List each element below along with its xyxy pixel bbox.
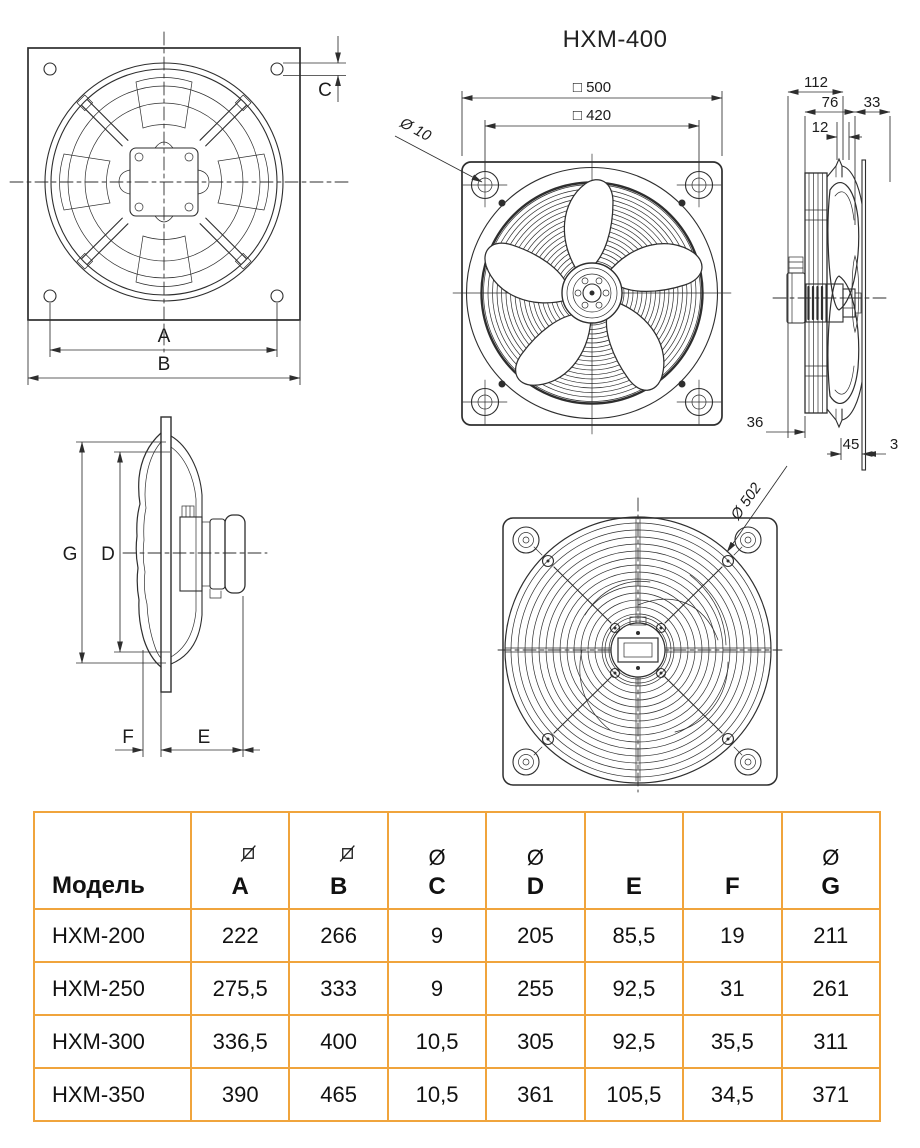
motor-assembly [180,506,245,598]
front-schematic-view [8,20,358,400]
side-section-view [740,60,920,480]
extension-lines [788,96,890,460]
svg-text:33: 33 [863,94,881,111]
column-header-e: E [585,812,683,909]
diameter-icon: Ø [428,845,446,870]
cell-value: 92,5 [585,1015,683,1068]
side-profile-view [30,400,330,785]
dimension-c [283,36,346,102]
column-header-b: B [289,812,387,909]
cell-value: 35,5 [683,1015,781,1068]
motor [787,257,805,323]
svg-text:12: 12 [811,119,829,136]
impeller-drum [805,173,827,413]
diameter-icon: Ø [822,845,840,870]
cell-value: 390 [191,1068,289,1121]
wall-plate-edge [862,160,866,470]
cell-model: HXM-250 [34,962,191,1015]
svg-text:A: A [157,326,171,347]
cell-value: 19 [683,909,781,962]
svg-text:□ 500: □ 500 [572,79,612,96]
svg-text:Ø 10: Ø 10 [397,114,434,145]
dimension-guard-diameter [727,466,787,552]
dimension-f [115,650,161,757]
rear-housing [171,436,202,664]
column-header-g: Ø G [782,812,880,909]
motor-hub [605,617,671,683]
cell-value: 465 [289,1068,387,1121]
cell-value: 305 [486,1015,584,1068]
cell-model: HXM-300 [34,1015,191,1068]
cell-value: 85,5 [585,909,683,962]
svg-text:45: 45 [842,436,860,453]
cell-model: HXM-350 [34,1068,191,1121]
svg-text:B: B [157,354,171,375]
cell-value: 92,5 [585,962,683,1015]
svg-text:G: G [62,544,78,565]
column-header-d: Ø D [486,812,584,909]
cell-value: 400 [289,1015,387,1068]
svg-text:E: E [197,727,211,748]
table-row [34,1068,880,1121]
dimension-112 [788,74,843,92]
dimension-d [101,452,170,652]
cell-value: 371 [782,1068,880,1121]
dimension-36 [747,414,805,432]
svg-text:F: F [122,727,134,748]
dimension-3 [866,436,899,454]
svg-text:Ø 502: Ø 502 [727,479,765,524]
cell-value: 211 [782,909,880,962]
svg-text:C: C [318,80,332,101]
cell-value: 261 [782,962,880,1015]
column-header-a: A [191,812,289,909]
column-header-model: Модель [34,812,191,909]
cell-value: 9 [388,962,486,1015]
dimension-33 [855,94,890,112]
svg-text:3: 3 [889,436,899,453]
square-slash-icon [193,844,287,874]
header-row [34,812,880,909]
svg-text:76: 76 [821,94,839,111]
guard-dome [136,433,161,667]
svg-text:D: D [101,544,115,565]
cell-value: 222 [191,909,289,962]
page-title: HXM-400 [562,26,668,53]
centerlines [10,32,348,352]
hub [562,263,622,323]
column-header-c: Ø C [388,812,486,909]
dimension-e [161,596,260,757]
dimension-a [50,303,277,357]
dimension-76 [805,94,855,112]
table-row [34,962,880,1015]
dimension-hole-diameter [395,114,482,182]
cell-value: 10,5 [388,1068,486,1121]
cell-value: 105,5 [585,1068,683,1121]
table-row [34,909,880,962]
table-row [34,1015,880,1068]
cell-value: 361 [486,1068,584,1121]
cell-value: 31 [683,962,781,1015]
cell-value: 10,5 [388,1015,486,1068]
cell-model: HXM-200 [34,909,191,962]
cell-value: 34,5 [683,1068,781,1121]
dimensions-table [33,811,881,1122]
rear-view [490,440,820,800]
cell-value: 336,5 [191,1015,289,1068]
cell-value: 333 [289,962,387,1015]
cell-value: 9 [388,909,486,962]
svg-text:112: 112 [804,74,828,91]
column-header-f: F [683,812,781,909]
cell-value: 266 [289,909,387,962]
front-detail-view [385,60,740,445]
wall-plate-edge [161,417,171,692]
cell-value: 311 [782,1015,880,1068]
square-slash-icon [291,844,385,874]
cell-value: 255 [486,962,584,1015]
cell-value: 275,5 [191,962,289,1015]
svg-text:□ 420: □ 420 [572,107,612,124]
cell-value: 205 [486,909,584,962]
diameter-icon: Ø [526,845,545,870]
dimension-45 [827,436,875,454]
svg-text:36: 36 [746,414,764,431]
